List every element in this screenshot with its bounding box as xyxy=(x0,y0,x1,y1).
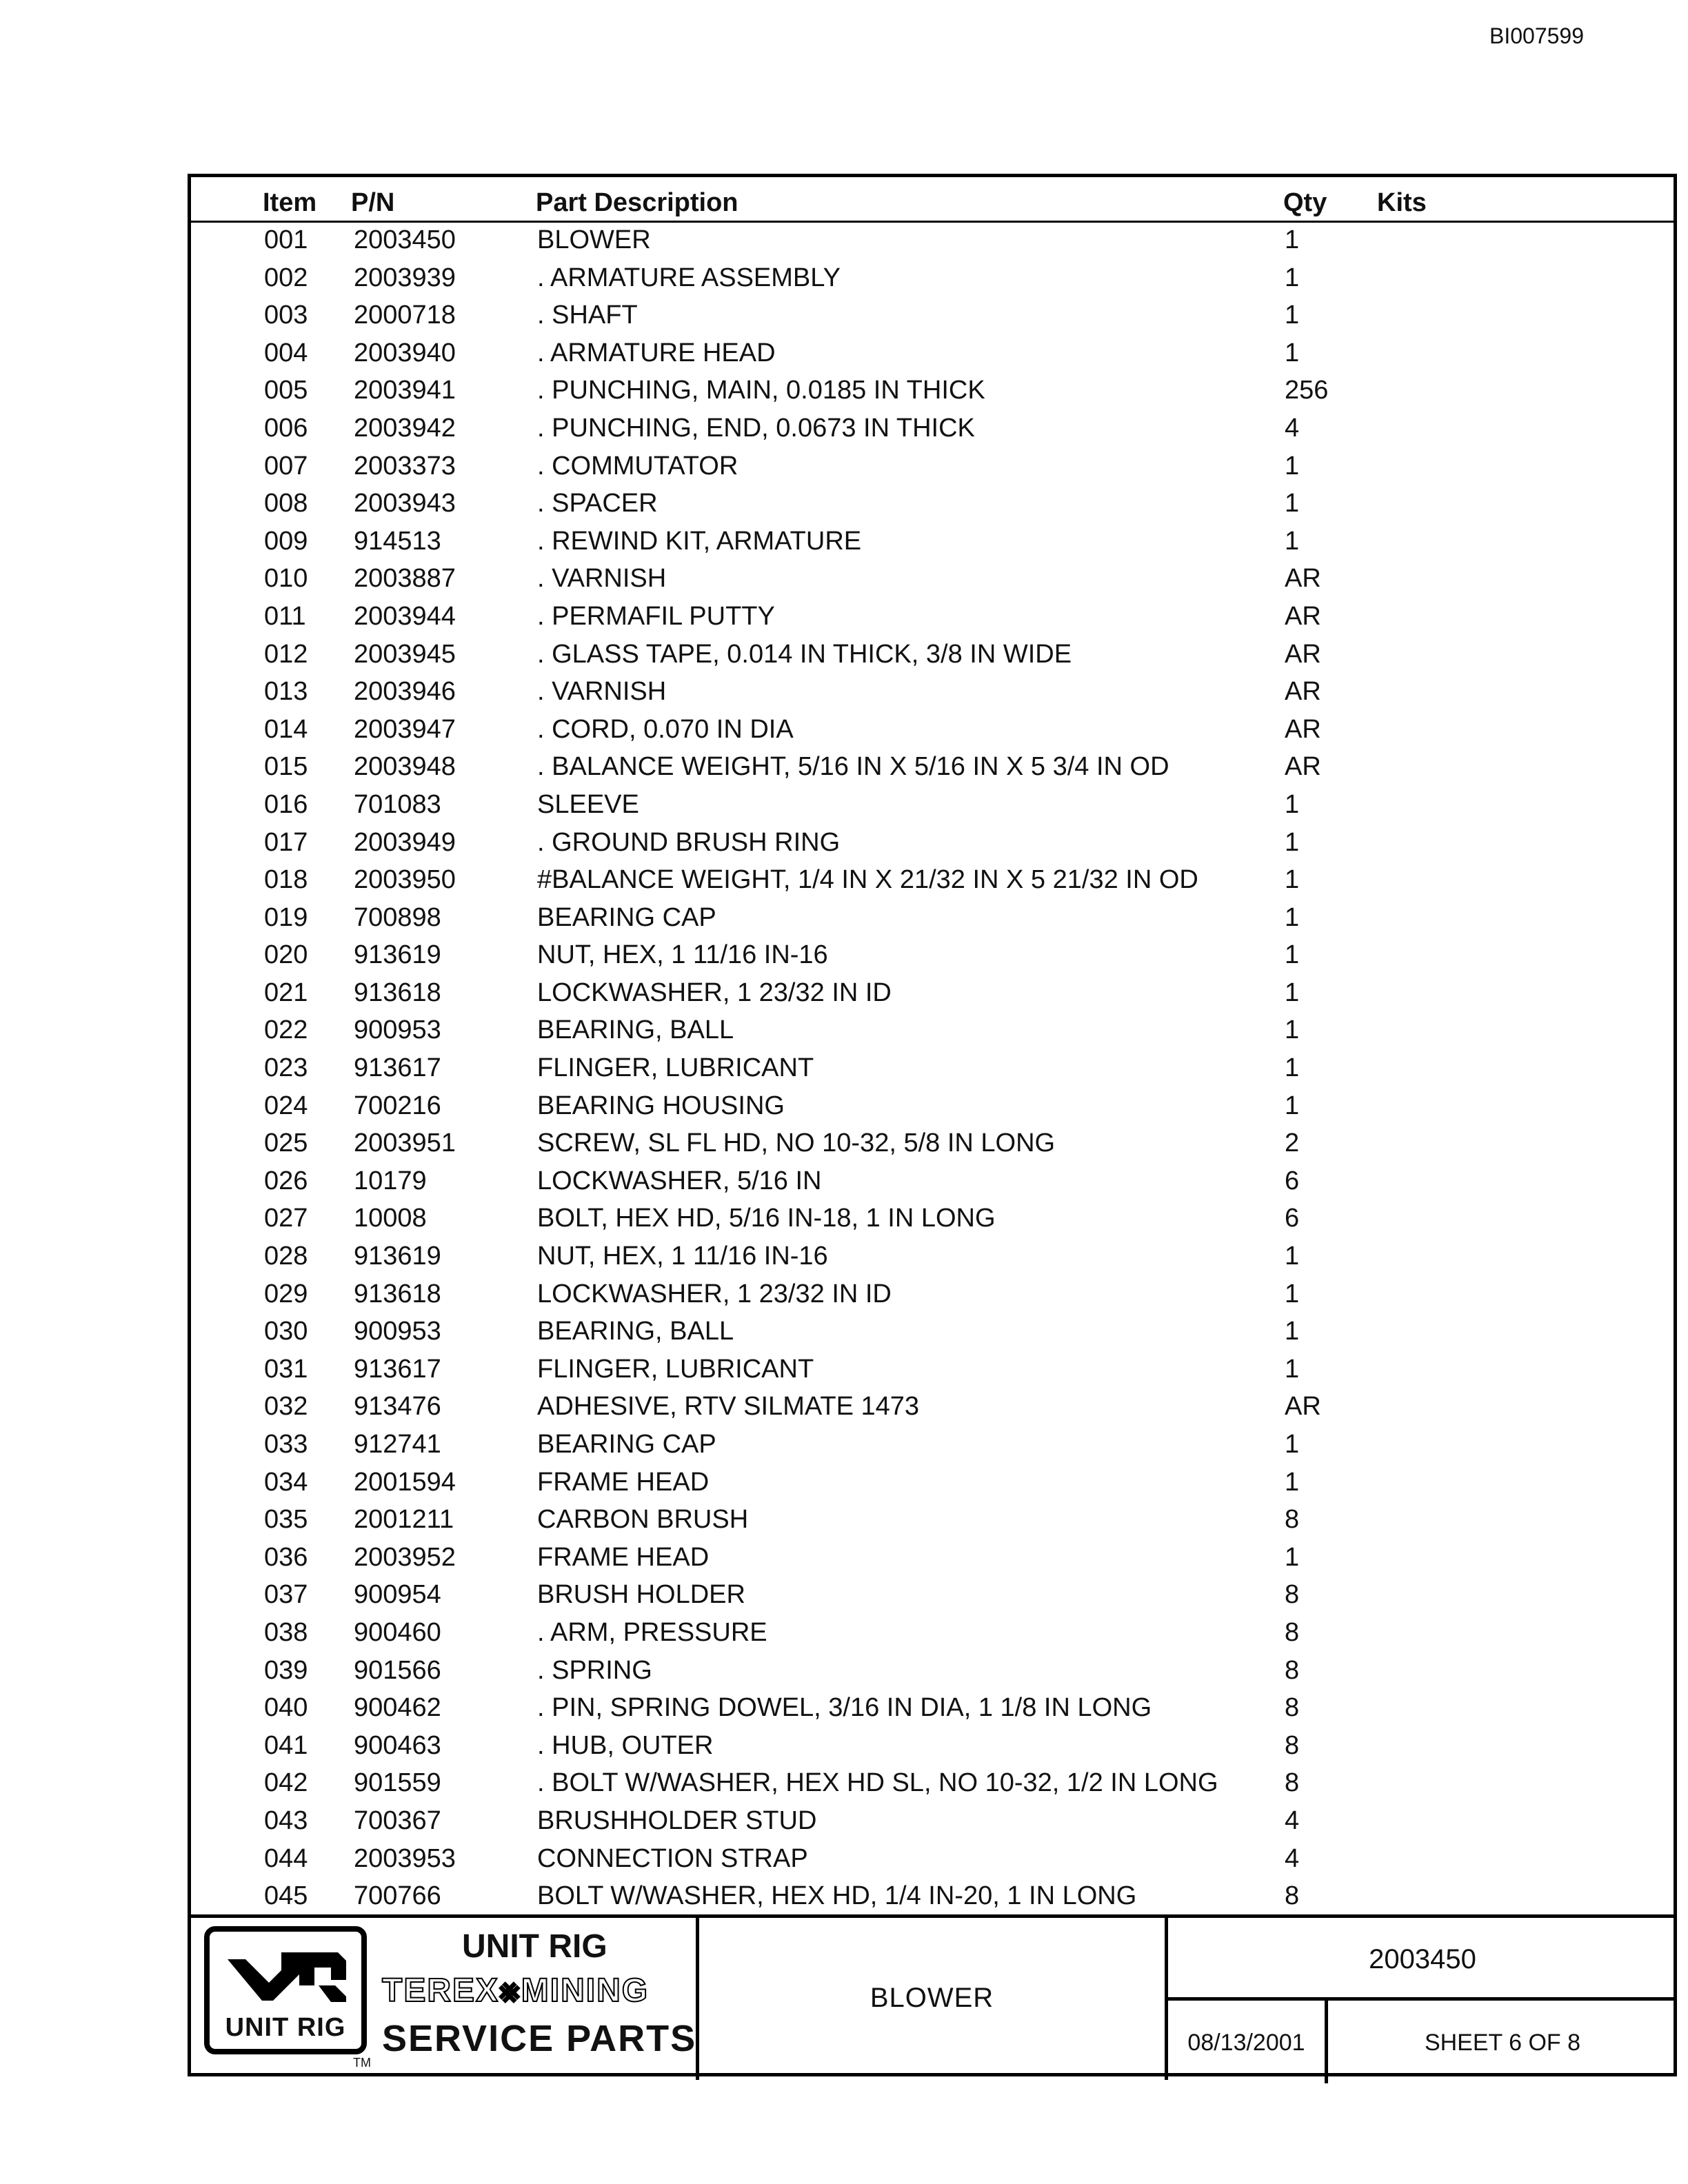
part-description: . BOLT W/WASHER, HEX HD SL, NO 10-32, 1/2 IN LONG xyxy=(537,1768,1218,1798)
item-number: 043 xyxy=(264,1806,308,1835)
table-row xyxy=(191,223,1674,261)
table-row xyxy=(191,1201,1674,1239)
table-row xyxy=(191,1465,1674,1503)
table-row xyxy=(191,1690,1674,1728)
part-number: 2003939 xyxy=(354,263,456,292)
part-description: LOCKWASHER, 1 23/32 IN ID xyxy=(537,978,892,1007)
item-number: 002 xyxy=(264,263,308,292)
part-description: LOCKWASHER, 5/16 IN xyxy=(537,1166,822,1195)
part-description: . SHAFT xyxy=(537,301,638,330)
quantity: AR xyxy=(1285,677,1321,707)
part-number: 2003887 xyxy=(354,564,456,594)
part-description: BEARING, BALL xyxy=(537,1317,734,1346)
part-description: . ARMATURE HEAD xyxy=(537,338,776,367)
part-description: ADHESIVE, RTV SILMATE 1473 xyxy=(537,1392,920,1422)
quantity: AR xyxy=(1285,564,1321,594)
part-description: . SPACER xyxy=(537,489,658,518)
item-number: 029 xyxy=(264,1279,308,1308)
item-number: 038 xyxy=(264,1617,308,1647)
quantity: 1 xyxy=(1285,902,1300,932)
item-number: 045 xyxy=(264,1881,308,1911)
part-number: 2003944 xyxy=(354,601,456,631)
part-number: 2001594 xyxy=(354,1467,456,1497)
part-number: 2003373 xyxy=(354,451,456,481)
part-description: FRAME HEAD xyxy=(537,1542,710,1572)
table-row xyxy=(191,1653,1674,1691)
table-row xyxy=(191,1540,1674,1578)
table-row xyxy=(191,1728,1674,1766)
table-row xyxy=(191,637,1674,675)
table-row xyxy=(191,1164,1674,1202)
quantity: 1 xyxy=(1285,1430,1300,1459)
table-row xyxy=(191,411,1674,449)
part-description: . GROUND BRUSH RING xyxy=(537,827,841,857)
sheet-cell xyxy=(1328,2001,1677,2083)
part-description: . VARNISH xyxy=(537,677,667,707)
item-number: 040 xyxy=(264,1693,308,1723)
table-row xyxy=(191,1502,1674,1540)
table-row xyxy=(191,373,1674,411)
quantity: 256 xyxy=(1285,376,1329,405)
table-row xyxy=(191,1239,1674,1277)
issue-date: 08/13/2001 xyxy=(1187,2030,1305,2056)
item-number: 010 xyxy=(264,564,308,594)
quantity: 6 xyxy=(1285,1204,1300,1233)
part-description: BOLT W/WASHER, HEX HD, 1/4 IN-20, 1 IN LONG xyxy=(537,1881,1137,1911)
table-row xyxy=(191,1615,1674,1653)
part-number: 2001211 xyxy=(354,1505,454,1535)
quantity: 1 xyxy=(1285,526,1300,556)
part-number: 900953 xyxy=(354,1015,441,1045)
part-number: 2003951 xyxy=(354,1129,456,1158)
quantity: 8 xyxy=(1285,1655,1300,1685)
item-number: 013 xyxy=(264,677,308,707)
quantity: 1 xyxy=(1285,1242,1300,1271)
table-row xyxy=(191,1803,1674,1841)
item-number: 032 xyxy=(264,1392,308,1422)
item-number: 006 xyxy=(264,413,308,443)
part-number: 914513 xyxy=(354,526,441,556)
part-number: 10008 xyxy=(354,1204,427,1233)
item-number: 009 xyxy=(264,526,308,556)
quantity: 4 xyxy=(1285,413,1300,443)
part-number: 2000718 xyxy=(354,301,456,330)
table-row xyxy=(191,298,1674,336)
table-header xyxy=(191,177,1674,223)
item-number: 015 xyxy=(264,752,308,782)
part-number: 900463 xyxy=(354,1730,441,1760)
item-number: 044 xyxy=(264,1843,308,1873)
part-description: BEARING CAP xyxy=(537,1430,716,1459)
header-pn: P/N xyxy=(351,188,395,217)
quantity: AR xyxy=(1285,714,1321,744)
part-number: 700216 xyxy=(354,1091,441,1120)
part-number: 2003942 xyxy=(354,413,456,443)
quantity: 2 xyxy=(1285,1129,1300,1158)
part-number: 2003950 xyxy=(354,865,456,895)
part-number: 913476 xyxy=(354,1392,441,1422)
part-description: . COMMUTATOR xyxy=(537,451,738,481)
item-number: 024 xyxy=(264,1091,308,1120)
unit-rig-logo xyxy=(204,1926,367,2054)
part-number: 2003946 xyxy=(354,677,456,707)
part-description: FLINGER, LUBRICANT xyxy=(537,1354,814,1384)
header-item: Item xyxy=(263,188,317,217)
item-number: 001 xyxy=(264,225,308,254)
part-number: 2003948 xyxy=(354,752,456,782)
quantity: 1 xyxy=(1285,789,1300,819)
part-description: . VARNISH xyxy=(537,564,667,594)
part-description: NUT, HEX, 1 11/16 IN-16 xyxy=(537,1242,828,1271)
part-description: . CORD, 0.070 IN DIA xyxy=(537,714,794,744)
quantity: 1 xyxy=(1285,865,1300,895)
quantity: AR xyxy=(1285,601,1321,631)
part-number: 2003450 xyxy=(354,225,456,254)
quantity: 1 xyxy=(1285,1354,1300,1384)
item-number: 030 xyxy=(264,1317,308,1346)
table-row xyxy=(191,787,1674,825)
table-row xyxy=(191,1352,1674,1390)
table-row xyxy=(191,1051,1674,1089)
part-description: . SPRING xyxy=(537,1655,652,1685)
part-description: SCREW, SL FL HD, NO 10-32, 5/8 IN LONG xyxy=(537,1129,1056,1158)
quantity: 8 xyxy=(1285,1881,1300,1911)
part-description: BRUSHHOLDER STUD xyxy=(537,1806,817,1835)
part-description: . PIN, SPRING DOWEL, 3/16 IN DIA, 1 1/8 IN LONG xyxy=(537,1693,1152,1723)
table-row xyxy=(191,825,1674,863)
part-number: 2003941 xyxy=(354,376,456,405)
assembly-pn: 2003450 xyxy=(1369,1944,1476,1974)
quantity: 1 xyxy=(1285,301,1300,330)
part-number: 700898 xyxy=(354,902,441,932)
part-number: 700367 xyxy=(354,1806,441,1835)
quantity: 1 xyxy=(1285,940,1300,970)
item-number: 011 xyxy=(264,601,306,631)
quantity: 1 xyxy=(1285,489,1300,518)
item-number: 014 xyxy=(264,714,308,744)
part-number: 2003943 xyxy=(354,489,456,518)
assembly-description: BLOWER xyxy=(870,1983,994,2013)
part-number: 913619 xyxy=(354,940,441,970)
quantity: 1 xyxy=(1285,225,1300,254)
part-description: BEARING, BALL xyxy=(537,1015,734,1045)
part-number: 912741 xyxy=(354,1430,441,1459)
part-description: . GLASS TAPE, 0.014 IN THICK, 3/8 IN WIDE xyxy=(537,639,1072,669)
table-row xyxy=(191,674,1674,712)
part-number: 700766 xyxy=(354,1881,441,1911)
unit-rig-logo-icon xyxy=(228,1947,346,2005)
table-row xyxy=(191,1277,1674,1315)
assembly-pn-cell xyxy=(1168,1918,1677,2001)
part-description: NUT, HEX, 1 11/16 IN-16 xyxy=(537,940,828,970)
parts-list-frame xyxy=(188,174,1677,2076)
table-row xyxy=(191,1089,1674,1126)
quantity: 1 xyxy=(1285,978,1300,1007)
part-number: 901559 xyxy=(354,1768,441,1798)
quantity: 1 xyxy=(1285,1279,1300,1308)
table-row xyxy=(191,336,1674,374)
part-number: 2003949 xyxy=(354,827,456,857)
item-number: 037 xyxy=(264,1580,308,1610)
item-number: 031 xyxy=(264,1354,308,1384)
table-row xyxy=(191,1013,1674,1051)
table-row xyxy=(191,1879,1674,1917)
header-qty: Qty xyxy=(1283,188,1327,217)
part-description: BEARING HOUSING xyxy=(537,1091,785,1120)
item-number: 025 xyxy=(264,1129,308,1158)
table-row xyxy=(191,938,1674,975)
table-row xyxy=(191,449,1674,487)
item-number: 023 xyxy=(264,1053,308,1083)
table-row xyxy=(191,862,1674,900)
part-description: . ARMATURE ASSEMBLY xyxy=(537,263,841,292)
item-number: 012 xyxy=(264,639,308,669)
item-number: 021 xyxy=(264,978,308,1007)
item-number: 034 xyxy=(264,1467,308,1497)
part-description: . BALANCE WEIGHT, 5/16 IN X 5/16 IN X 5 3/4 IN OD xyxy=(537,752,1169,782)
quantity: AR xyxy=(1285,752,1321,782)
quantity: 8 xyxy=(1285,1617,1300,1647)
part-description: . HUB, OUTER xyxy=(537,1730,714,1760)
item-number: 018 xyxy=(264,865,308,895)
trademark-symbol: TM xyxy=(353,2056,371,2070)
quantity: 1 xyxy=(1285,827,1300,857)
brand-service-parts: SERVICE PARTS xyxy=(382,2018,697,2059)
drawing-info-cell xyxy=(1168,1918,1677,2080)
table-row xyxy=(191,599,1674,637)
quantity: 8 xyxy=(1285,1505,1300,1535)
item-number: 033 xyxy=(264,1430,308,1459)
quantity: AR xyxy=(1285,1392,1321,1422)
part-description: BRUSH HOLDER xyxy=(537,1580,745,1610)
quantity: 1 xyxy=(1285,451,1300,481)
part-number: 913619 xyxy=(354,1242,441,1271)
part-number: 901566 xyxy=(354,1655,441,1685)
quantity: AR xyxy=(1285,639,1321,669)
quantity: 1 xyxy=(1285,1542,1300,1572)
part-description: LOCKWASHER, 1 23/32 IN ID xyxy=(537,1279,892,1308)
part-number: 2003952 xyxy=(354,1542,456,1572)
table-row xyxy=(191,1427,1674,1465)
part-number: 2003947 xyxy=(354,714,456,744)
item-number: 017 xyxy=(264,827,308,857)
part-number: 900462 xyxy=(354,1693,441,1723)
item-number: 035 xyxy=(264,1505,308,1535)
logo-cell xyxy=(188,1918,699,2080)
logo-wordmark: UNIT RIG xyxy=(225,2013,346,2042)
parts-table-body xyxy=(191,223,1674,1917)
table-row xyxy=(191,261,1674,299)
part-number: 900953 xyxy=(354,1317,441,1346)
part-description: BLOWER xyxy=(537,225,651,254)
table-row xyxy=(191,749,1674,787)
item-number: 026 xyxy=(264,1166,308,1195)
table-row xyxy=(191,900,1674,938)
quantity: 4 xyxy=(1285,1806,1300,1835)
item-number: 003 xyxy=(264,301,308,330)
part-number: 900460 xyxy=(354,1617,441,1647)
quantity: 1 xyxy=(1285,1091,1300,1120)
assembly-description-cell xyxy=(699,1918,1168,2080)
brand-unit-rig: UNIT RIG xyxy=(462,1928,607,1965)
part-description: . PUNCHING, MAIN, 0.0185 IN THICK xyxy=(537,376,985,405)
item-number: 039 xyxy=(264,1655,308,1685)
part-description: FRAME HEAD xyxy=(537,1467,710,1497)
part-description: BEARING CAP xyxy=(537,902,716,932)
part-number: 2003953 xyxy=(354,1843,456,1873)
table-row xyxy=(191,486,1674,524)
table-row xyxy=(191,712,1674,750)
quantity: 1 xyxy=(1285,263,1300,292)
table-row xyxy=(191,1314,1674,1352)
item-number: 027 xyxy=(264,1204,308,1233)
part-description: CARBON BRUSH xyxy=(537,1505,749,1535)
part-description: . REWIND KIT, ARMATURE xyxy=(537,526,862,556)
part-number: 913617 xyxy=(354,1354,441,1384)
item-number: 020 xyxy=(264,940,308,970)
part-description: . PERMAFIL PUTTY xyxy=(537,601,775,631)
part-description: . PUNCHING, END, 0.0673 IN THICK xyxy=(537,413,975,443)
part-description: FLINGER, LUBRICANT xyxy=(537,1053,814,1083)
item-number: 019 xyxy=(264,902,308,932)
item-number: 004 xyxy=(264,338,308,367)
quantity: 6 xyxy=(1285,1166,1300,1195)
table-row xyxy=(191,1126,1674,1164)
item-number: 008 xyxy=(264,489,308,518)
quantity: 8 xyxy=(1285,1768,1300,1798)
quantity: 1 xyxy=(1285,1317,1300,1346)
part-number: 701083 xyxy=(354,789,441,819)
quantity: 1 xyxy=(1285,338,1300,367)
table-row xyxy=(191,1389,1674,1427)
sheet-number: SHEET 6 OF 8 xyxy=(1424,2030,1581,2056)
table-row xyxy=(191,1766,1674,1803)
item-number: 036 xyxy=(264,1542,308,1572)
header-description: Part Description xyxy=(536,188,738,217)
quantity: 8 xyxy=(1285,1730,1300,1760)
item-number: 022 xyxy=(264,1015,308,1045)
part-description: BOLT, HEX HD, 5/16 IN-18, 1 IN LONG xyxy=(537,1204,996,1233)
part-number: 913617 xyxy=(354,1053,441,1083)
part-description: . ARM, PRESSURE xyxy=(537,1617,767,1647)
part-number: 2003940 xyxy=(354,338,456,367)
item-number: 042 xyxy=(264,1768,308,1798)
part-description: #BALANCE WEIGHT, 1/4 IN X 21/32 IN X 5 21/32 IN OD xyxy=(537,865,1198,895)
part-number: 2003945 xyxy=(354,639,456,669)
item-number: 016 xyxy=(264,789,308,819)
document-id: BI007599 xyxy=(1489,23,1585,48)
table-row xyxy=(191,561,1674,599)
quantity: 1 xyxy=(1285,1015,1300,1045)
quantity: 1 xyxy=(1285,1053,1300,1083)
table-row xyxy=(191,524,1674,562)
date-cell xyxy=(1168,2001,1328,2083)
part-number: 900954 xyxy=(354,1580,441,1610)
item-number: 005 xyxy=(264,376,308,405)
quantity: 4 xyxy=(1285,1843,1300,1873)
part-description: SLEEVE xyxy=(537,789,639,819)
table-row xyxy=(191,1841,1674,1879)
item-number: 041 xyxy=(264,1730,308,1760)
quantity: 8 xyxy=(1285,1580,1300,1610)
quantity: 1 xyxy=(1285,1467,1300,1497)
part-description: CONNECTION STRAP xyxy=(537,1843,808,1873)
title-block xyxy=(188,1914,1677,2080)
table-row xyxy=(191,975,1674,1013)
part-number: 10179 xyxy=(354,1166,427,1195)
quantity: 8 xyxy=(1285,1693,1300,1723)
item-number: 028 xyxy=(264,1242,308,1271)
part-number: 913618 xyxy=(354,1279,441,1308)
part-number: 913618 xyxy=(354,978,441,1007)
header-kits: Kits xyxy=(1377,188,1427,217)
item-number: 007 xyxy=(264,451,308,481)
table-row xyxy=(191,1577,1674,1615)
brand-terex-mining: TEREX⨳MINING xyxy=(382,1972,650,2009)
